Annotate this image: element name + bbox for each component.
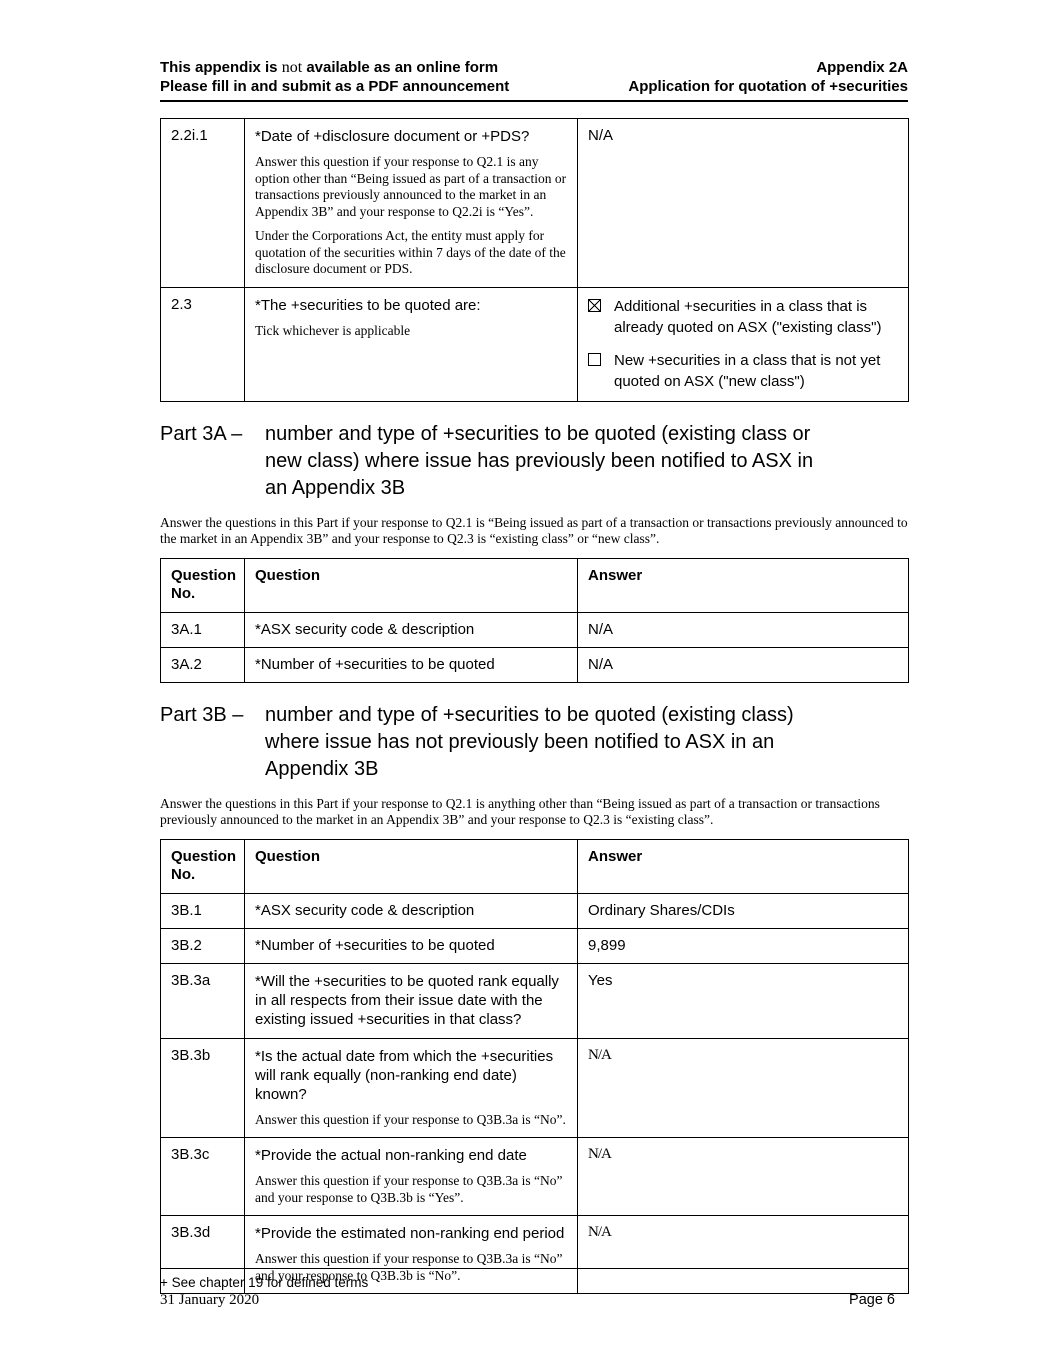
answer-cell: N/A	[578, 1038, 909, 1138]
answer-cell: Yes	[578, 963, 909, 1038]
question-cell	[245, 287, 578, 401]
heading-line: number and type of +securities to be quoted (existing class or	[265, 422, 811, 445]
question-text: *The +securities to be quoted are:	[255, 296, 481, 314]
checkbox-option-new-class	[588, 350, 898, 392]
table-header-row	[161, 839, 909, 893]
heading-line: where issue has not previously been notified to ASX in an	[265, 730, 775, 753]
header-right	[628, 58, 908, 96]
header-text: This appendix is	[160, 59, 282, 76]
question-note: Answer this question if your response to Q3B.3a is “No”.	[255, 1111, 566, 1127]
checkbox-existing-class[interactable]	[588, 299, 601, 312]
heading-line: number and type of +securities to be quoted (existing class)	[265, 703, 794, 726]
table-row	[161, 928, 909, 963]
question-note: Answer this question if your response to Q2.1 is any option other than “Being issued as part of a transaction or transactions previously announced to the market in an Appendix 3B” and your response to Q2.2i is “Yes”.	[255, 154, 567, 219]
table-row	[161, 287, 909, 401]
appendix-title: Appendix 2A	[816, 59, 908, 76]
answer-cell: 9,899	[578, 928, 909, 963]
answer-cell: N/A	[578, 1138, 909, 1216]
question-note: Answer this question if your response to Q3B.3a is “No” and your response to Q3B.3b is “No”.	[255, 1251, 563, 1283]
question-no: 3B.3c	[161, 1138, 245, 1216]
table-row	[161, 893, 909, 928]
table-row	[161, 1038, 909, 1138]
question-no: 3B.2	[161, 928, 245, 963]
heading-line: new class) where issue has previously been notified to ASX in	[265, 449, 814, 472]
question-no: 3B.1	[161, 893, 245, 928]
page-footer	[160, 1268, 908, 1310]
part-3b-title	[265, 702, 794, 783]
question-table-part2	[160, 118, 909, 402]
question-no: 3B.3d	[161, 1216, 245, 1294]
answer-cell: N/A	[578, 647, 909, 682]
header-text: available as an online form	[302, 59, 499, 76]
question-cell	[245, 963, 578, 1038]
question-no: 2.2i.1	[161, 119, 245, 288]
question-text: *Will the +securities to be quoted rank equally in all respects from their issue date with the existing issued +securities in that class?	[255, 972, 559, 1028]
question-cell	[245, 1138, 578, 1216]
answer-cell: Ordinary Shares/CDIs	[578, 893, 909, 928]
column-header-answer: Answer	[578, 558, 909, 612]
answer-cell	[578, 287, 909, 401]
question-no: 2.3	[161, 287, 245, 401]
part-3a-heading	[160, 421, 908, 502]
question-no: 3A.1	[161, 612, 245, 647]
question-no: 3B.3a	[161, 963, 245, 1038]
heading-line: Appendix 3B	[265, 757, 379, 780]
question-no: 3B.3b	[161, 1038, 245, 1138]
header-left-line1	[160, 58, 509, 77]
question-note: Answer this question if your response to Q3B.3a is “No” and your response to Q3B.3b is “Yes”.	[255, 1173, 563, 1205]
header-not-word: not	[281, 59, 303, 76]
question-text: *Provide the estimated non-ranking end period	[255, 1225, 565, 1242]
question-no: 3A.2	[161, 647, 245, 682]
footer-defined-terms: + See chapter 19 for defined terms	[160, 1275, 369, 1290]
part-3a-intro: Answer the questions in this Part if your response to Q2.1 is “Being issued as part of a transaction or transactions previously announced to the market in an Appendix 3B” and your response to Q2.3 is “existing class” or “new class”.	[160, 514, 908, 546]
header-left-line2: Please fill in and submit as a PDF announcement	[160, 78, 510, 95]
answer-cell: N/A	[578, 1216, 909, 1294]
question-cell	[245, 119, 578, 288]
column-header-question-no: Question No.	[161, 839, 245, 893]
question-text: *Provide the actual non-ranking end date	[255, 1147, 527, 1164]
part-3b-label: Part 3B –	[160, 703, 244, 726]
table-header-row	[161, 558, 909, 612]
table-row	[161, 612, 909, 647]
question-text: *Date of +disclosure document or +PDS?	[255, 128, 530, 145]
part-3b-intro: Answer the questions in this Part if your response to Q2.1 is anything other than “Being issued as part of a transaction or transactions previously announced to the market in an Appendix 3B” and your response to Q2.3 is “existing class”.	[160, 795, 880, 827]
question-cell: *ASX security code & description	[245, 893, 578, 928]
question-cell: *ASX security code & description	[245, 612, 578, 647]
footer-divider	[160, 1268, 908, 1269]
column-header-question: Question	[245, 558, 578, 612]
checkbox-option-existing-class	[588, 296, 898, 338]
question-cell: *Number of +securities to be quoted	[245, 928, 578, 963]
header-left	[160, 58, 509, 96]
question-table-part3a	[160, 558, 909, 683]
table-row	[161, 963, 909, 1038]
checkbox-label: New +securities in a class that is not yet quoted on ASX ("new class")	[614, 351, 881, 390]
column-header-question-no: Question No.	[161, 558, 245, 612]
footer-date: 31 January 2020	[160, 1292, 260, 1308]
question-cell: *Number of +securities to be quoted	[245, 647, 578, 682]
page-number: Page 6	[849, 1292, 895, 1308]
question-note: Under the Corporations Act, the entity must apply for quotation of the securities within 7 days of the date of the disclosure document or PDS.	[255, 228, 566, 276]
heading-line: an Appendix 3B	[265, 476, 406, 499]
question-table-part3b	[160, 839, 909, 1295]
question-text: *Is the actual date from which the +securities will rank equally (non-ranking end date) known?	[255, 1047, 554, 1103]
answer-cell: N/A	[578, 119, 909, 288]
part-3a-label: Part 3A –	[160, 422, 243, 445]
part-3b-heading	[160, 702, 908, 783]
column-header-question: Question	[245, 839, 578, 893]
appendix-subtitle: Application for quotation of +securities	[628, 78, 908, 95]
table-row	[161, 647, 909, 682]
checkbox-new-class[interactable]	[588, 353, 601, 366]
column-header-answer: Answer	[578, 839, 909, 893]
table-row	[161, 119, 909, 288]
table-row	[161, 1138, 909, 1216]
checkbox-label: Additional +securities in a class that is already quoted on ASX ("existing class")	[614, 297, 882, 336]
question-note: Tick whichever is applicable	[255, 322, 411, 338]
header-divider	[160, 100, 908, 102]
answer-cell: N/A	[578, 612, 909, 647]
part-3a-title	[265, 421, 813, 502]
page-header	[160, 58, 908, 96]
question-cell	[245, 1038, 578, 1138]
document-page	[160, 58, 908, 1308]
